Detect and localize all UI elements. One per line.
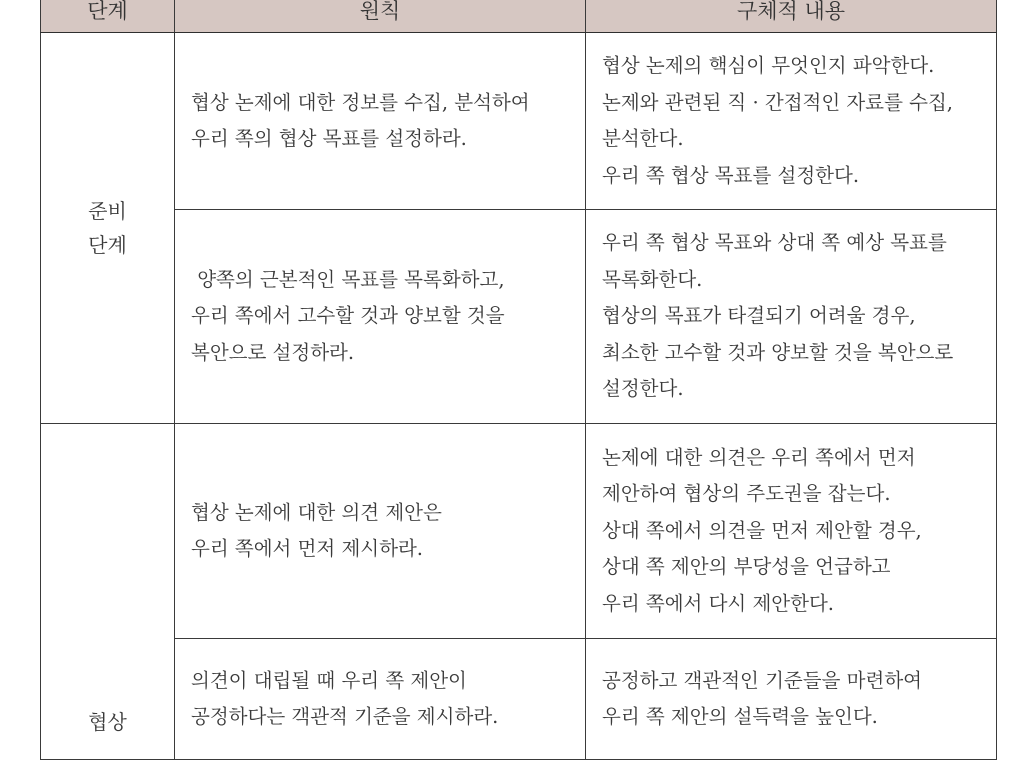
stage-label-line: 협상 [88, 709, 127, 734]
details-line: 협상의 목표가 타결되기 어려울 경우, [602, 304, 916, 328]
principle-cell [175, 639, 586, 760]
details-line: 최소한 고수할 것과 양보할 것을 복안으로 [602, 340, 954, 364]
details-line: 우리 쪽 제안의 설득력을 높인다. [602, 705, 878, 728]
stage-label-line: 준비 [88, 199, 127, 223]
details-cell [586, 210, 997, 424]
principle-line: 양쪽의 근본적인 목표를 목록화하고, [191, 267, 505, 291]
details-line: 상대 쪽 제안의 부당성을 언급하고 [602, 555, 891, 579]
principle-cell [175, 210, 586, 424]
principle-line: 우리 쪽에서 고수할 것과 양보할 것을 [191, 304, 505, 328]
principle-line: 우리 쪽의 협상 목표를 설정하라. [191, 127, 467, 150]
header-stage: 단계 [41, 0, 175, 33]
principle-line: 의견이 대립될 때 우리 쪽 제안이 [191, 668, 467, 692]
principle-line: 복안으로 설정하라. [191, 340, 355, 364]
details-line: 논제에 대한 의견은 우리 쪽에서 먼저 [602, 445, 916, 469]
details-line: 분석한다. [602, 127, 684, 150]
table-row [41, 210, 997, 424]
details-line: 우리 쪽 협상 목표와 상대 쪽 예상 목표를 [602, 231, 947, 255]
table-row [41, 424, 997, 639]
table-row [41, 639, 997, 760]
stage-cell-preparation [41, 33, 175, 424]
header-details: 구체적 내용 [586, 0, 997, 33]
details-line: 설정한다. [602, 377, 684, 401]
details-line: 제안하여 협상의 주도권을 잡는다. [602, 482, 891, 506]
details-line: 협상 논제의 핵심이 무엇인지 파악한다. [602, 54, 935, 77]
details-cell [586, 639, 997, 760]
details-cell [586, 33, 997, 210]
details-line: 논제와 관련된 직 · 간접적인 자료를 수집, [602, 90, 953, 114]
table-header-row [41, 0, 997, 33]
details-line: 우리 쪽에서 다시 제안한다. [602, 591, 835, 615]
details-line: 공정하고 객관적인 기준들을 마련하여 [602, 668, 922, 692]
principle-line: 우리 쪽에서 먼저 제시하라. [191, 537, 424, 560]
stage-label-line: 단계 [88, 233, 127, 257]
header-principle: 원칙 [175, 0, 586, 33]
table-row [41, 33, 997, 210]
details-cell [586, 424, 997, 639]
stage-cell-negotiation [41, 424, 175, 760]
details-line: 목록화한다. [602, 267, 703, 291]
details-line: 상대 쪽에서 의견을 먼저 제안할 경우, [602, 518, 922, 542]
principle-line: 공정하다는 객관적 기준을 제시하라. [191, 705, 499, 728]
principle-line: 협상 논제에 대한 정보를 수집, 분석하여 [191, 90, 530, 114]
negotiation-principles-table [40, 0, 997, 760]
details-line: 우리 쪽 협상 목표를 설정한다. [602, 163, 860, 187]
principle-line: 협상 논제에 대한 의견 제안은 [191, 500, 442, 524]
principle-cell [175, 33, 586, 210]
principle-cell [175, 424, 586, 639]
